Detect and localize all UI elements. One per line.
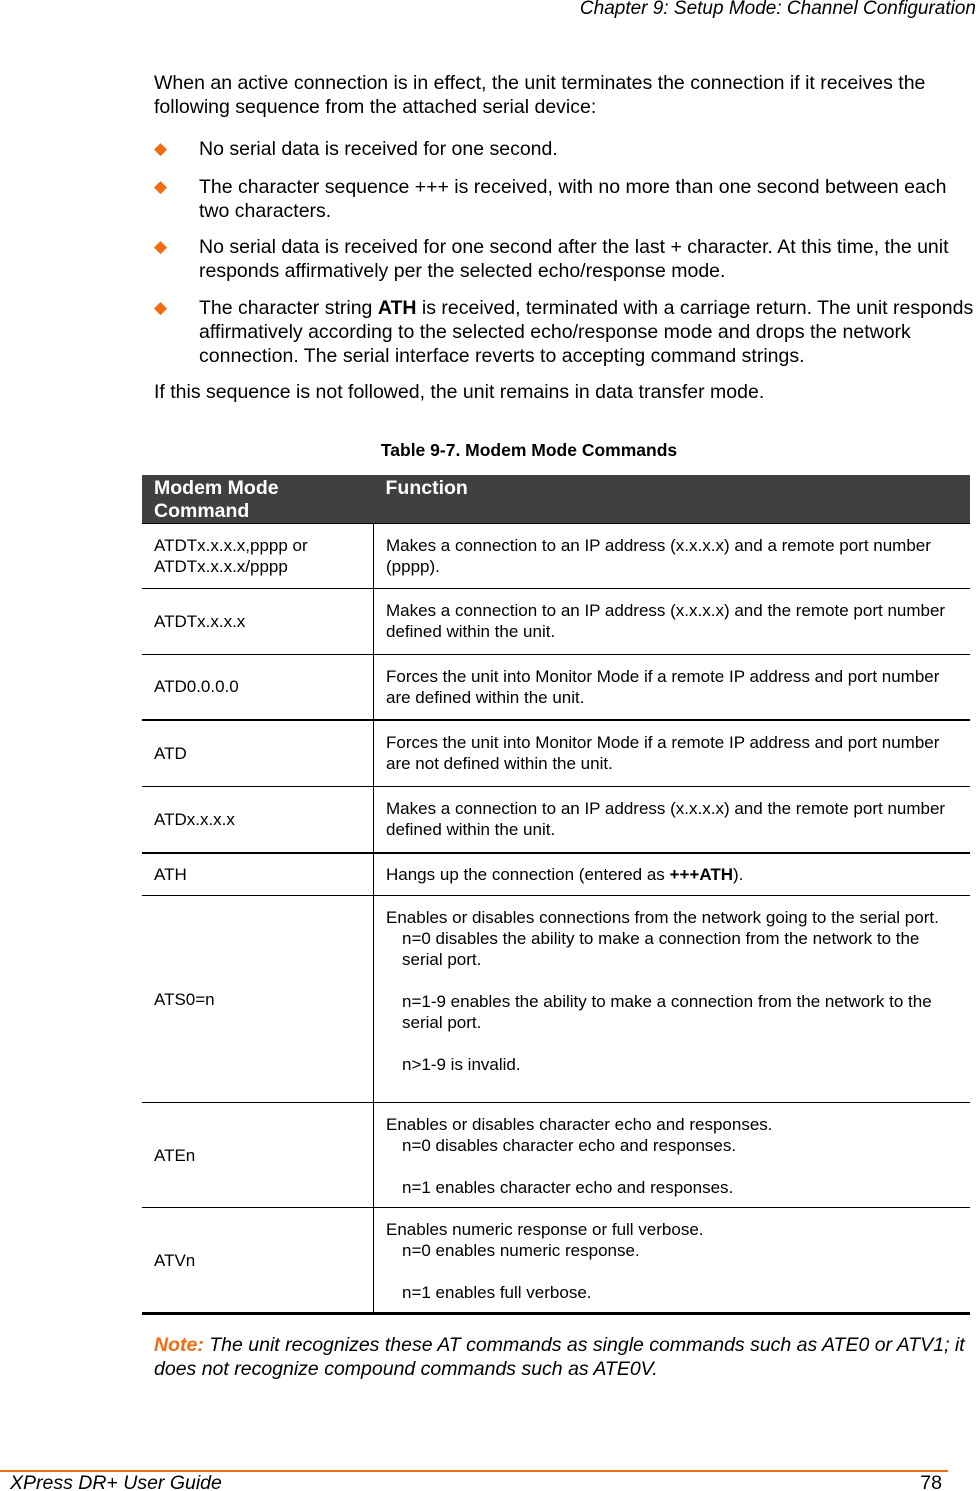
function-text: n=0 disables character echo and responses. bbox=[402, 1136, 737, 1155]
bullet-text-part: The character string bbox=[199, 297, 378, 319]
command-cell: ATD bbox=[142, 720, 374, 787]
table-row bbox=[142, 787, 970, 853]
table-row bbox=[142, 853, 970, 896]
function-text: Hangs up the connection (entered as bbox=[386, 864, 670, 884]
function-text: n=1 enables full verbose. bbox=[402, 1283, 592, 1302]
function-text: n=1 enables character echo and responses. bbox=[402, 1178, 734, 1197]
function-cell bbox=[374, 1208, 971, 1314]
function-line bbox=[386, 666, 958, 708]
function-line bbox=[386, 535, 958, 577]
table-row bbox=[142, 896, 970, 1103]
note-label: Note: bbox=[154, 1334, 204, 1356]
column-header-function: Function bbox=[374, 475, 971, 524]
command-cell: ATVn bbox=[142, 1208, 374, 1314]
table-row bbox=[142, 1208, 970, 1314]
function-text: Enables or disables character echo and responses. bbox=[386, 1115, 773, 1134]
bullet-text-part: The character sequence +++ is received, with no more than one second between each two characters. bbox=[199, 176, 947, 222]
command-cell: ATD0.0.0.0 bbox=[142, 655, 374, 720]
function-text: Makes a connection to an IP address (x.x.x.x) and a remote port number (pppp). bbox=[386, 536, 931, 576]
function-cell bbox=[374, 1103, 971, 1208]
bullet-item bbox=[154, 296, 976, 368]
function-cell bbox=[374, 853, 971, 896]
function-bold-text: +++ATH bbox=[669, 864, 733, 884]
command-cell: ATS0=n bbox=[142, 896, 374, 1103]
function-line bbox=[386, 1177, 958, 1198]
function-line bbox=[386, 1135, 958, 1156]
table-row bbox=[142, 720, 970, 787]
function-text: Forces the unit into Monitor Mode if a remote IP address and port number are defined within the unit. bbox=[386, 667, 940, 707]
command-cell: ATDx.x.x.x bbox=[142, 787, 374, 853]
diamond-bullet-icon: ◆ bbox=[154, 177, 168, 196]
footer-title: XPress DR+ User Guide bbox=[10, 1472, 222, 1491]
bullet-item bbox=[154, 137, 976, 161]
function-text: n>1-9 is invalid. bbox=[402, 1055, 521, 1074]
function-text: Enables numeric response or full verbose. bbox=[386, 1220, 704, 1239]
function-text: Enables or disables connections from the network going to the serial port. bbox=[386, 908, 939, 927]
function-line bbox=[386, 907, 958, 928]
function-text: Makes a connection to an IP address (x.x.x.x) and the remote port number defined within the unit. bbox=[386, 799, 946, 839]
function-line bbox=[386, 1219, 958, 1240]
function-text: n=1-9 enables the ability to make a connection from the network to the serial port. bbox=[402, 992, 932, 1032]
function-text: n=0 enables numeric response. bbox=[402, 1241, 640, 1260]
function-line bbox=[386, 1054, 958, 1075]
function-cell bbox=[374, 787, 971, 853]
function-line bbox=[386, 928, 958, 970]
function-cell bbox=[374, 720, 971, 787]
bullet-text-part: No serial data is received for one second. bbox=[199, 138, 558, 160]
table-row bbox=[142, 524, 970, 589]
function-text: ). bbox=[733, 864, 744, 884]
function-line bbox=[386, 991, 958, 1033]
function-text: Forces the unit into Monitor Mode if a remote IP address and port number are not defined within the unit. bbox=[386, 732, 940, 773]
function-cell bbox=[374, 524, 971, 589]
outro-paragraph: If this sequence is not followed, the unit remains in data transfer mode. bbox=[154, 381, 765, 403]
table-caption: Table 9-7. Modem Mode Commands bbox=[380, 440, 678, 460]
table-row bbox=[142, 655, 970, 720]
modem-commands-table bbox=[142, 475, 970, 1315]
command-cell: ATDTx.x.x.x bbox=[142, 589, 374, 655]
bullet-item bbox=[154, 235, 976, 283]
command-cell: ATDTx.x.x.x,pppp or ATDTx.x.x.x/pppp bbox=[142, 524, 374, 589]
function-cell bbox=[374, 655, 971, 720]
note-text: The unit recognizes these AT commands as single commands such as ATE0 or ATV1; it does not recognize compound commands such as ATE0V. bbox=[154, 1334, 965, 1380]
function-line bbox=[386, 1282, 958, 1303]
function-text: Makes a connection to an IP address (x.x.x.x) and the remote port number defined within the unit. bbox=[386, 601, 946, 641]
bullet-text bbox=[199, 235, 976, 283]
diamond-bullet-icon: ◆ bbox=[154, 139, 168, 158]
bullet-text-part: No serial data is received for one second after the last + character. At this time, the unit responds affirmatively per the selected echo/response mode. bbox=[199, 236, 949, 282]
function-line bbox=[386, 732, 958, 774]
command-cell: ATEn bbox=[142, 1103, 374, 1208]
bullet-text-part: is received, terminated with a carriage return. The unit responds affirmatively according to the selected echo/response mode and drops the network connection. The serial interface reverts to accepting command strings. bbox=[199, 297, 974, 367]
diamond-bullet-icon: ◆ bbox=[154, 237, 168, 256]
bullet-item bbox=[154, 175, 976, 223]
function-line bbox=[386, 864, 958, 885]
function-text: n=0 disables the ability to make a connection from the network to the serial port. bbox=[402, 929, 920, 969]
bullet-text bbox=[199, 137, 976, 161]
function-line bbox=[386, 1114, 958, 1135]
function-cell bbox=[374, 589, 971, 655]
page-number: 78 bbox=[920, 1472, 942, 1491]
table-row bbox=[142, 589, 970, 655]
intro-paragraph: When an active connection is in effect, the unit terminates the connection if it receives the following sequence from the attached serial device: bbox=[154, 72, 926, 118]
command-cell: ATH bbox=[142, 853, 374, 896]
function-line bbox=[386, 798, 958, 840]
note bbox=[154, 1333, 978, 1381]
bullet-bold-text: ATH bbox=[377, 297, 417, 319]
table-row bbox=[142, 1103, 970, 1208]
bullet-text bbox=[199, 296, 976, 368]
function-cell bbox=[374, 896, 971, 1103]
diamond-bullet-icon: ◆ bbox=[154, 298, 168, 317]
chapter-header: Chapter 9: Setup Mode: Channel Configuration bbox=[579, 0, 976, 19]
function-line bbox=[386, 600, 958, 642]
bullet-text bbox=[199, 175, 976, 223]
column-header-command: Modem Mode Command bbox=[142, 475, 374, 524]
function-line bbox=[386, 1240, 958, 1261]
